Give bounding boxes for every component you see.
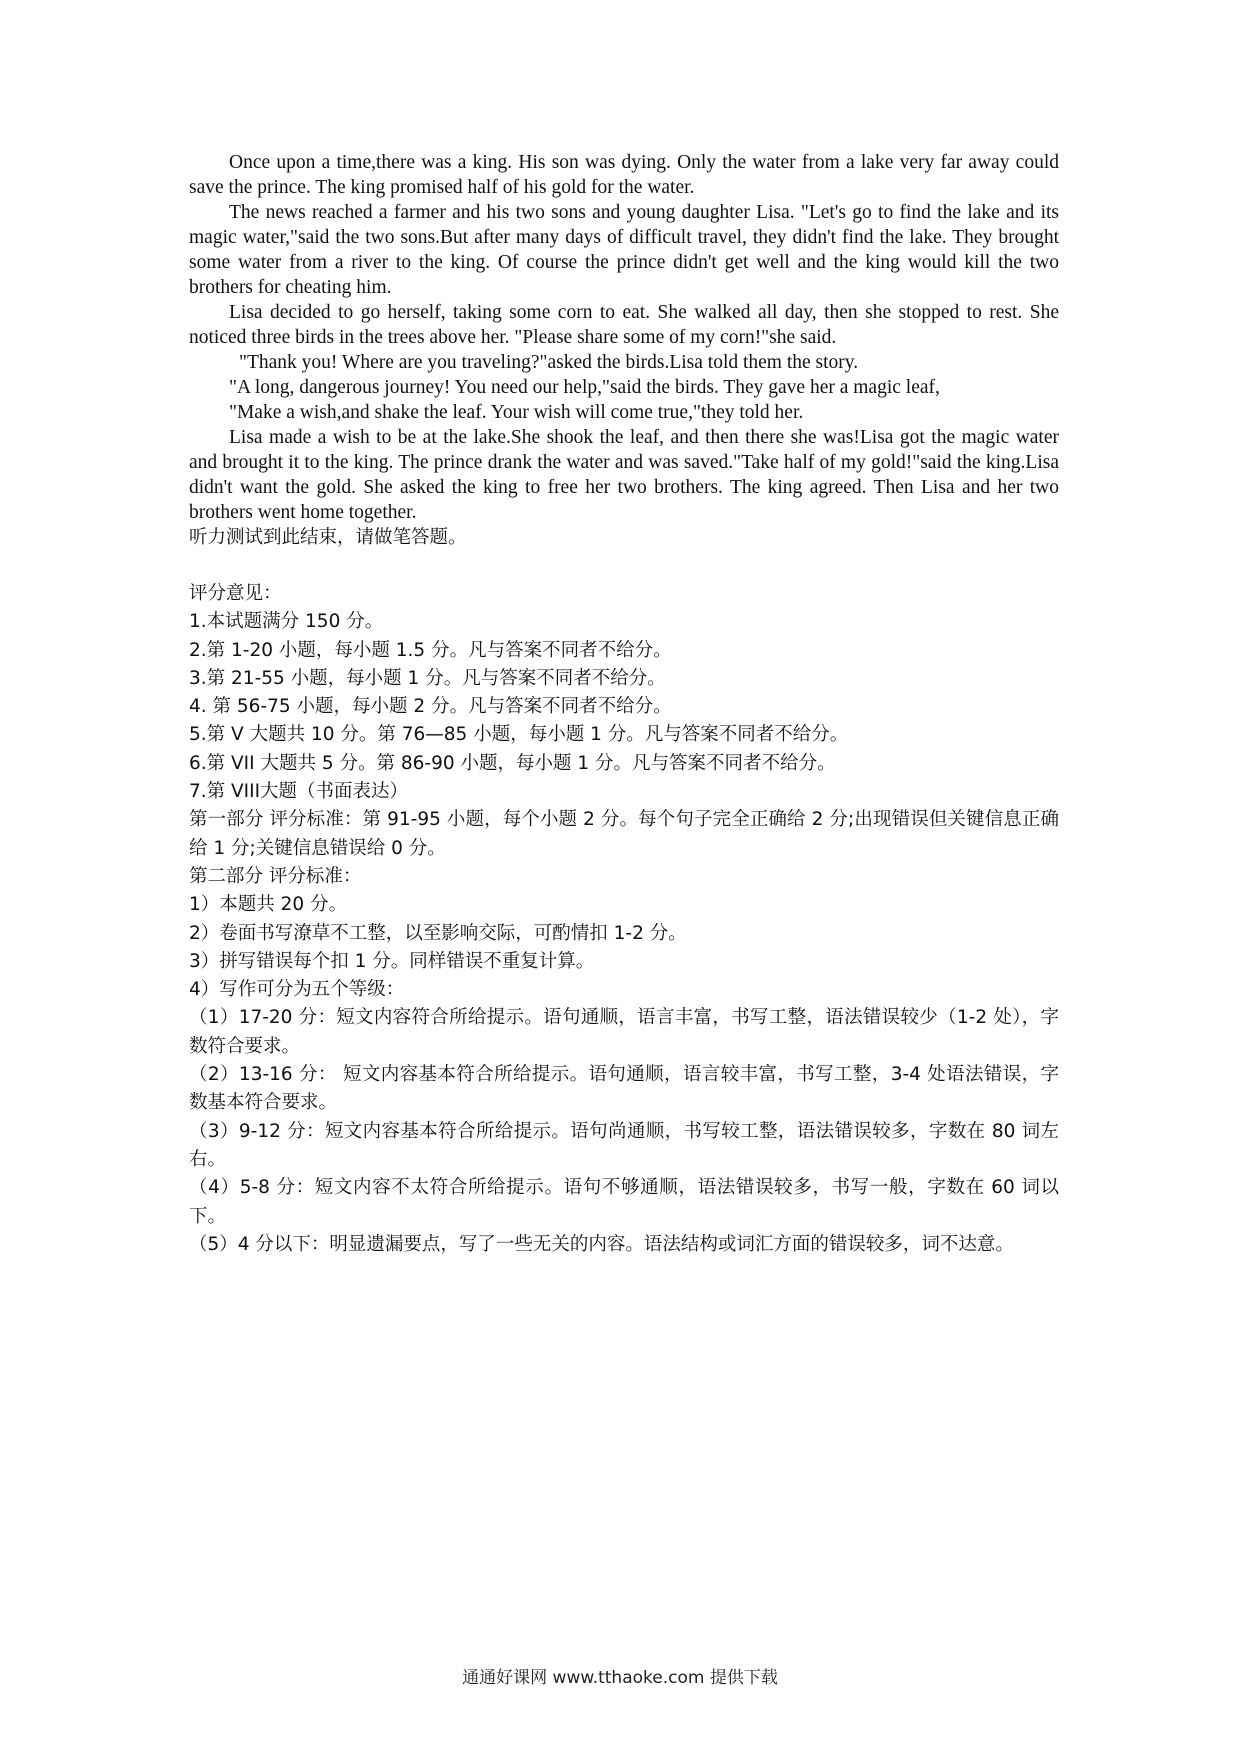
story-paragraph: Lisa decided to go herself, taking some corn to eat. She walked all day, then she stopped to rest. She noticed three birds in the trees above her. "Please share some of my corn!"she said. [189,302,1059,348]
grading-line: 3）拼写错误每个扣 1 分。同样错误不重复计算。 [189,950,595,972]
grading-line: （1）17-20 分：短文内容符合所给提示。语句通顺，语言丰富，书写工整，语法错误较少（1-2 处），字数符合要求。 [189,1007,1059,1057]
grading-line: 1）本题共 20 分。 [189,894,348,916]
grading-line: 7.第 VIII大题（书面表达） [189,781,409,803]
grading-line: 5.第 V 大题共 10 分。第 76—85 小题，每小题 1 分。凡与答案不同者不给分。 [189,724,849,746]
grading-line: （2）13-16 分： 短文内容基本符合所给提示。语句通顺，语言较丰富，书写工整，3-4 处语法错误，字数基本符合要求。 [189,1064,1059,1114]
story-paragraph: The news reached a farmer and his two sons and young daughter Lisa. "Let's go to find the lake and its magic water,"said the two sons.But after many days of difficult travel, they didn't find the lake. They brought some water from a river to the king. Of course the prince didn't get well and the king would kill the two brothers for cheating him. [189,202,1059,298]
story-paragraph: "Thank you! Where are you traveling?"asked the birds.Lisa told them the story. [239,352,859,373]
listening-script [189,150,1059,550]
grading-line: 1.本试题满分 150 分。 [189,611,384,633]
story-paragraph: "Make a wish,and shake the leaf. Your wish will come true,"they told her. [229,402,804,423]
grading-heading: 评分意见： [189,583,282,604]
story-paragraph: Once upon a time,there was a king. His son was dying. Only the water from a lake very far away could save the prince. The king promised half of his gold for the water. [189,152,1059,198]
grading-line: 4）写作可分为五个等级： [189,979,405,1001]
grading-line: 3.第 21-55 小题，每小题 1 分。凡与答案不同者不给分。 [189,667,666,689]
grading-line: （5）4 分以下：明显遗漏要点，写了一些无关的内容。语法结构或词汇方面的错误较多，词不达意。 [189,1233,1014,1255]
grading-line: （4）5-8 分：短文内容不太符合所给提示。语句不够通顺，语法错误较多，书写一般，字数在 60 词以下。 [189,1177,1059,1227]
page-footer: 通通好课网 www.tthaoke.com 提供下载 [462,1668,778,1688]
grading-line: 4. 第 56-75 小题，每小题 2 分。凡与答案不同者不给分。 [189,696,672,718]
listening-end-note: 听力测试到此结束，请做笔答题。 [189,527,467,548]
grading-line: 第二部分 评分标准： [189,865,362,887]
document-page [189,150,1059,1259]
grading-line: 6.第 VII 大题共 5 分。第 86-90 小题，每小题 1 分。凡与答案不同者不给分。 [189,752,836,774]
grading-section [189,580,1059,1259]
story-paragraph: "A long, dangerous journey! You need our help,"said the birds. They gave her a magic leaf, [229,377,940,398]
grading-line: 2）卷面书写潦草不工整，以至影响交际，可酌情扣 1-2 分。 [189,922,687,944]
grading-line: 第一部分 评分标准：第 91-95 小题，每个小题 2 分。每个句子完全正确给 2 分;出现错误但关键信息正确给 1 分;关键信息错误给 0 分。 [189,809,1059,859]
grading-line: （3）9-12 分：短文内容基本符合所给提示。语句尚通顺，书写较工整，语法错误较多，字数在 80 词左右。 [189,1120,1059,1170]
grading-line: 2.第 1-20 小题，每小题 1.5 分。凡与答案不同者不给分。 [189,639,672,661]
story-paragraph: Lisa made a wish to be at the lake.She shook the leaf, and then there she was!Lisa got the magic water and brought it to the king. The prince drank the water and was saved."Take half of my gold!"said the king.Lisa didn't want the gold. She asked the king to free her two brothers. The king agreed. Then Lisa and her two brothers went home together. [189,427,1059,523]
